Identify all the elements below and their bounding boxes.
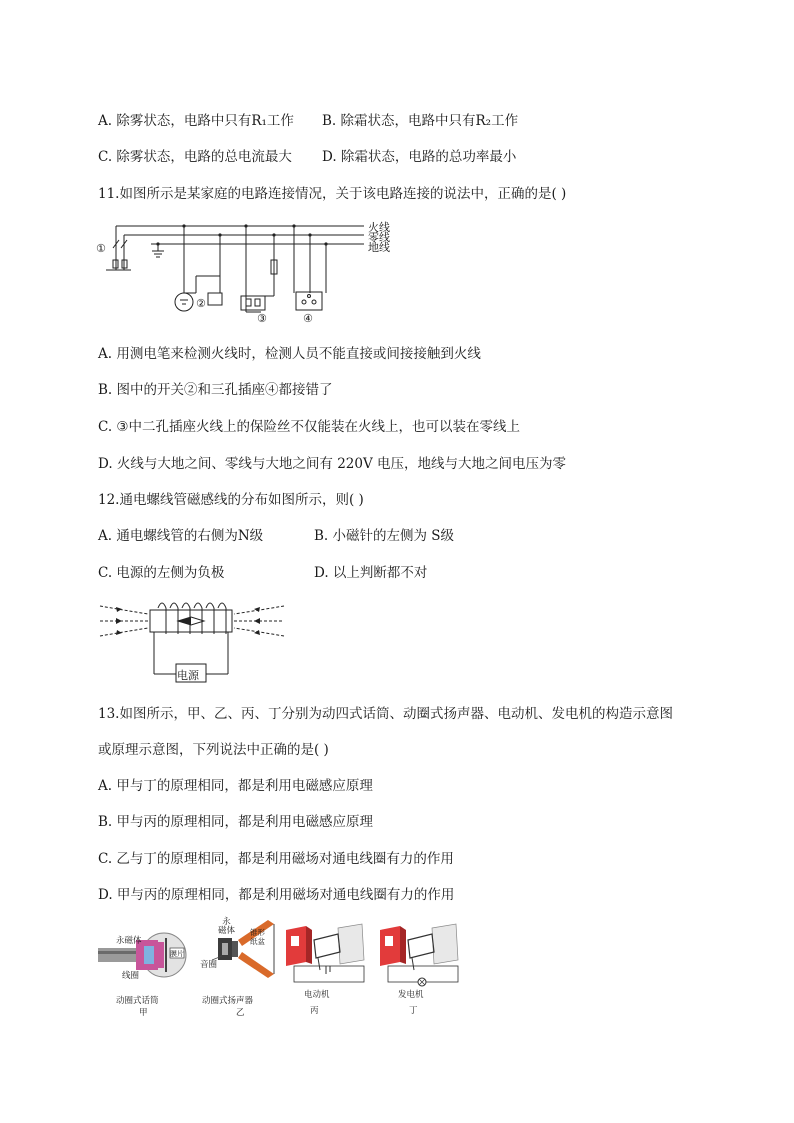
marker-2: ② [196,297,206,310]
q10-option-c: C. 除雾状态，电路的总电流最大 [98,149,292,165]
q12-solenoid-figure [98,596,288,688]
mic-magnet-label: 永磁体 [116,936,142,946]
speaker-coil-label: 音圈 [200,960,218,970]
q11-option-b: B. 图中的开关②和三孔插座④都接错了 [98,382,333,398]
mic-caption: 动圈式话筒 [116,996,159,1006]
speaker-magnet-label: 永 磁体 [218,917,236,936]
q12-option-a: A. 通电螺线管的右侧为N级 [98,528,264,544]
fire-line-label: 火线 [368,221,390,234]
marker-3: ③ [257,312,267,325]
mic-coil-label: 线圈 [122,971,140,981]
q12-option-c: C. 电源的左侧为负极 [98,565,225,581]
generator-letter: 丁 [409,1006,418,1016]
speaker-cone-label: 锥形 纸盆 [250,928,265,946]
mic-letter: 甲 [139,1008,148,1018]
marker-1: ① [96,242,106,255]
q11-option-d: D. 火线与大地之间、零线与大地之间有 220V 电压，地线与大地之间电压为零 [98,456,567,472]
q12-option-d: D. 以上判断都不对 [314,565,428,581]
q12-option-b: B. 小磁针的左侧为 S级 [314,528,455,544]
q10-option-d: D. 除霜状态，电路的总功率最小 [322,149,517,165]
power-source-label: 电源 [177,669,199,682]
q13-option-d: D. 甲与丙的原理相同，都是利用磁场对通电线圈有力的作用 [98,887,455,903]
q12-stem: 12.通电螺线管磁感线的分布如图所示，则( ) [98,492,364,508]
q13-stem-line1: 13.如图所示，甲、乙、丙、丁分别为动四式话筒、动圈式扬声器、电动机、发电机的构造示意图 [98,706,673,722]
marker-4: ④ [303,312,313,325]
q10-option-b: B. 除霜状态，电路中只有R₂工作 [322,113,519,129]
speaker-letter: 乙 [236,1008,245,1018]
q13-option-c: C. 乙与丁的原理相同，都是利用磁场对通电线圈有力的作用 [98,851,454,867]
q11-circuit-figure [96,218,396,328]
q11-option-c: C. ③中二孔插座火线上的保险丝不仅能装在火线上，也可以装在零线上 [98,419,521,435]
q13-stem-line2: 或原理示意图，下列说法中正确的是( ) [98,742,329,758]
q13-option-a: A. 甲与丁的原理相同，都是利用电磁感应原理 [98,778,373,794]
generator-caption: 发电机 [398,990,424,1000]
ground-line-label: 地线 [368,241,390,254]
speaker-figure [196,916,286,1020]
neutral-line-label: 零线 [368,231,390,244]
motor-letter: 丙 [310,1006,319,1016]
motor-caption: 电动机 [304,990,330,1000]
microphone-figure [96,920,191,1020]
q13-option-b: B. 甲与丙的原理相同，都是利用电磁感应原理 [98,814,374,830]
q11-option-a: A. 用测电笔来检测火线时，检测人员不能直接或间接接触到火线 [98,346,481,362]
motor-figure [282,922,372,1020]
q11-stem: 11.如图所示是某家庭的电路连接情况，关于该电路连接的说法中，正确的是( ) [98,186,567,202]
speaker-caption: 动圈式扬声器 [202,996,254,1006]
mic-diaphragm-label: 膜片 [170,950,184,958]
generator-figure [376,922,466,1020]
q10-option-a: A. 除雾状态，电路中只有R₁工作 [98,113,294,129]
